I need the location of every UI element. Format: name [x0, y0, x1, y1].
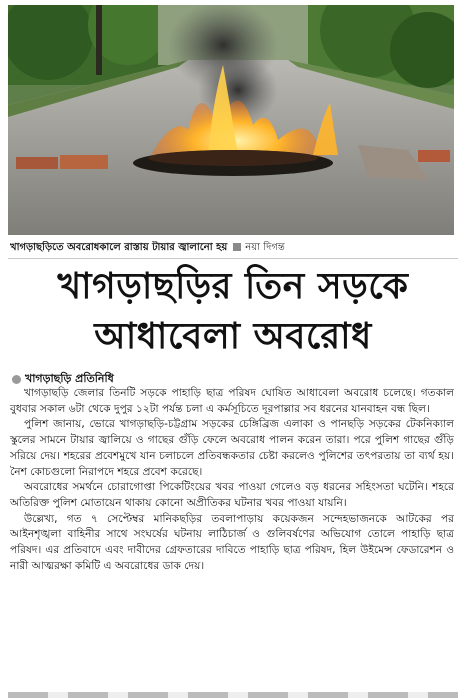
caption-text: খাগড়াছড়িতে অবরোধকালে রাস্তায় টায়ার জ্বালানো হয় [10, 242, 228, 253]
photo-caption [10, 241, 456, 255]
headline-line-1: খাগড়াছড়ির তিন সড়কে [57, 266, 409, 307]
article-paragraph: উল্লেখ্য, গত ৭ সেপ্টেম্বর মানিকছড়ির তবলাপাড়ায় কয়েকজন সন্দেহভাজনকে আটকের পর আইনশৃঙ্খলা বাহিনীর সাথে সংঘর্ষের ঘটনায় লাঠিচার্জ ও গুলিবর্ষণের অভিযোগ তোলে পাহাড়ি ছাত্র পরিষদ। এর প্রতিবাদে এবং দাবীদের গ্রেফতারের দাবিতে পাহাড়ি ছাত্র পরিষদ, হিল উইমেন্স ফেডারেশন ও নারী আত্মরক্ষা কমিটি এ অবরোধের ডাক দেয়। [10, 512, 454, 572]
article-paragraph: খাগড়াছড়ি জেলার তিনটি সড়কে পাহাড়ি ছাত্র পরিষদ ঘোষিত আধাবেলা অবরোধ চলেছে। গতকাল বুধবার সকাল ৬টা থেকে দুপুর ১২টা পর্যন্ত চলা এ কর্মসূচিতে দূরপাল্লার সব ধরনের যানবাহন বন্ধ ছিল। [10, 387, 454, 415]
caption-source: নয়া দিগন্ত [245, 242, 285, 253]
caption-separator-icon [233, 243, 241, 251]
article-paragraph: অবরোধের সমর্থনে চোরাগোপ্তা পিকেটিংয়ের খবর পাওয়া গেলেও বড় ধরনের সহিংসতা ঘটেনি। শহরে অতিরিক্ত পুলিশ মোতায়েন থাকায় কোনো অপ্রীতিকর ঘটনার খবর পাওয়া যায়নি। [10, 481, 454, 509]
next-article-strip [8, 692, 458, 698]
article-paragraph: পুলিশ জানায়, ভোরে খাগড়াছড়ি-চট্টগ্রাম সড়কের চেঙ্গিব্রিজ এলাকা ও পানছড়ি সড়কের টেকনিক্যাল স্কুলের সামনে টায়ার জ্বালিয়ে ও গাছের গুঁড়ি ফেলে অবরোধ পালন করেন তারা। পরে পুলিশ গাছের গুঁড়ি সরিয়ে দেয়। শহরের প্রবেশমুখে যান চলাচলে প্রতিবন্ধকতার চেষ্টা করলেও পুলিশের তৎপরতায় তা ব্যর্থ হয়। নৈশ কোচগুলো নিরাপদে শহরে প্রবেশ করেছে। [10, 418, 454, 478]
byline-text: খাগড়াছড়ি প্রতিনিধি [25, 372, 114, 385]
burning-tyre-road-photo-icon [8, 5, 454, 235]
byline-bullet-icon [12, 375, 21, 384]
page-title [8, 262, 458, 362]
article-body [10, 386, 454, 574]
news-photo [8, 5, 454, 235]
divider [8, 258, 458, 259]
headline-line-2: আধাবেলা অবরোধ [94, 316, 372, 357]
